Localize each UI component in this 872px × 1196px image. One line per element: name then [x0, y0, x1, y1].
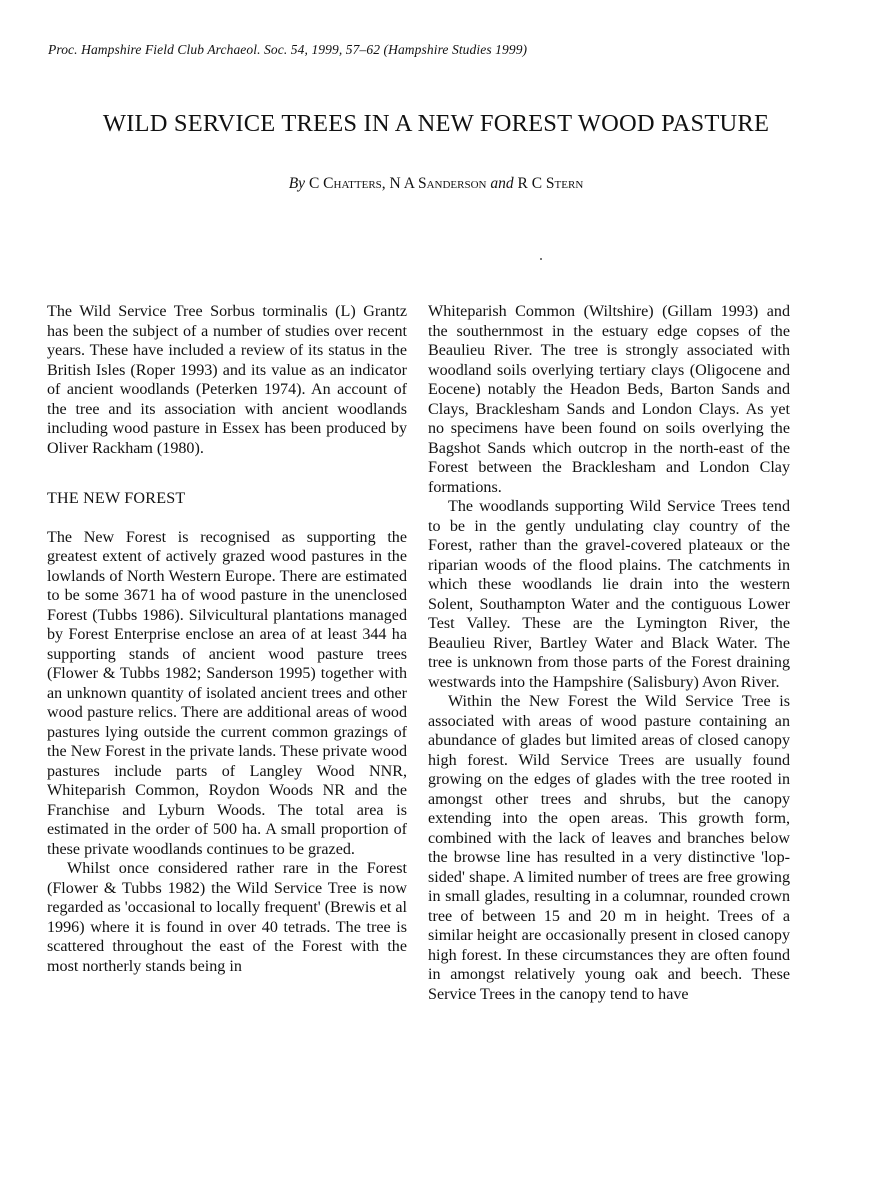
left-column: [47, 302, 407, 976]
journal-citation: Proc. Hampshire Field Club Archaeol. Soc. 54, 1999, 57–62 (Hampshire Studies 1999): [48, 42, 528, 57]
byline: [0, 175, 872, 193]
author-2: N A Sanderson: [389, 175, 487, 192]
body-paragraph: Whiteparish Common (Wiltshire) (Gillam 1993) and the southernmost in the estuary edge copses of the Beaulieu River. The tree is strongly associated with woodland soils overlying tertiary clays (Oligocene and Eocene) notably the Headon Beds, Barton Sands and Clays, Bracklesham Sands and London Clays. As yet no specimens have been found on soils overlying the Bagshot Sands which outcrop in the north-east of the Forest between the Bracklesham and London Clay formations.: [428, 303, 790, 496]
body-paragraph: The New Forest is recognised as supporting the greatest extent of actively grazed wood pastures in the lowlands of North Western Europe. There are estimated to be some 3671 ha of wood pasture in the unenclosed Forest (Tubbs 1986). Silvicultural plantations managed by Forest Enterprise enclose an area of at least 344 ha supporting stands of ancient wood pasture trees (Flower & Tubbs 1982; Sanderson 1995) together with an unknown quantity of isolated ancient trees and other wood pasture relics. There are additional areas of wood pastures lying outside the current common grazings of the New Forest in the private lands. These private wood pastures include parts of Langley Wood NNR, Whiteparish Common, Roydon Woods NR and the Franchise and Lyburn Woods. The total area is estimated in the order of 500 ha. A small proportion of these private woodlands continues to be grazed.: [47, 528, 407, 858]
section-heading-new-forest: THE NEW FOREST: [47, 490, 186, 507]
article-title: WILD SERVICE TREES IN A NEW FOREST WOOD PASTURE: [102, 110, 770, 137]
intro-paragraph: The Wild Service Tree Sorbus torminalis (L) Grantz has been the subject of a number of studies over recent years. These have included a review of its status in the British Isles (Roper 1993) and its value as an indicator of ancient woodlands (Peterken 1974). An account of the tree and its association with ancient woodlands including wood pasture in Essex has been produced by Oliver Rackham (1980).: [47, 303, 407, 457]
author-1: C Chatters: [308, 175, 382, 192]
author-3: R C Stern: [517, 175, 584, 192]
byline-by: By: [288, 175, 306, 192]
body-paragraph: Within the New Forest the Wild Service Tree is associated with areas of wood pasture containing an abundance of glades but limited areas of closed canopy high forest. Wild Service Trees are usually found growing on the edges of glades with the tree rooted in amongst other trees and shrubs, but the canopy extending into the open areas. This growth form, combined with the lack of leaves and branches below the browse line has resulted in a very distinctive 'lop-sided' shape. A limited number of trees are free growing in small glades, resulting in a columnar, rounded crown tree of between 15 and 20 m in height. Trees of a similar height are occasionally present in closed canopy high forest. In these circumstances they are often found in amongst relatively young oak and beech. These Service Trees in the canopy tend to have: [428, 693, 790, 1003]
byline-and: and: [490, 175, 514, 192]
body-paragraph: Whilst once considered rather rare in the Forest (Flower & Tubbs 1982) the Wild Service Tree is now regarded as 'occasional to locally frequent' (Brewis et al 1996) where it is found in over 40 tetrads. The tree is scattered throughout the east of the Forest with the most northerly stands being in: [47, 860, 407, 975]
right-column: [428, 302, 790, 1004]
byline-separator: ,: [381, 175, 390, 192]
body-paragraph: The woodlands supporting Wild Service Trees tend to be in the gently undulating clay country of the Forest, rather than the gravel-covered plateaux or the riparian woods of the flood plains. The catchments in which these woodlands lie drain into the western Solent, Southampton Water and the contiguous Lower Test Valley. These are the Lymington River, the Beaulieu River, Bartley Water and Black Water. The tree is unknown from those parts of the Forest draining westwards into the Hampshire (Salisbury) Avon River.: [428, 498, 790, 691]
scan-speck: [540, 258, 542, 260]
